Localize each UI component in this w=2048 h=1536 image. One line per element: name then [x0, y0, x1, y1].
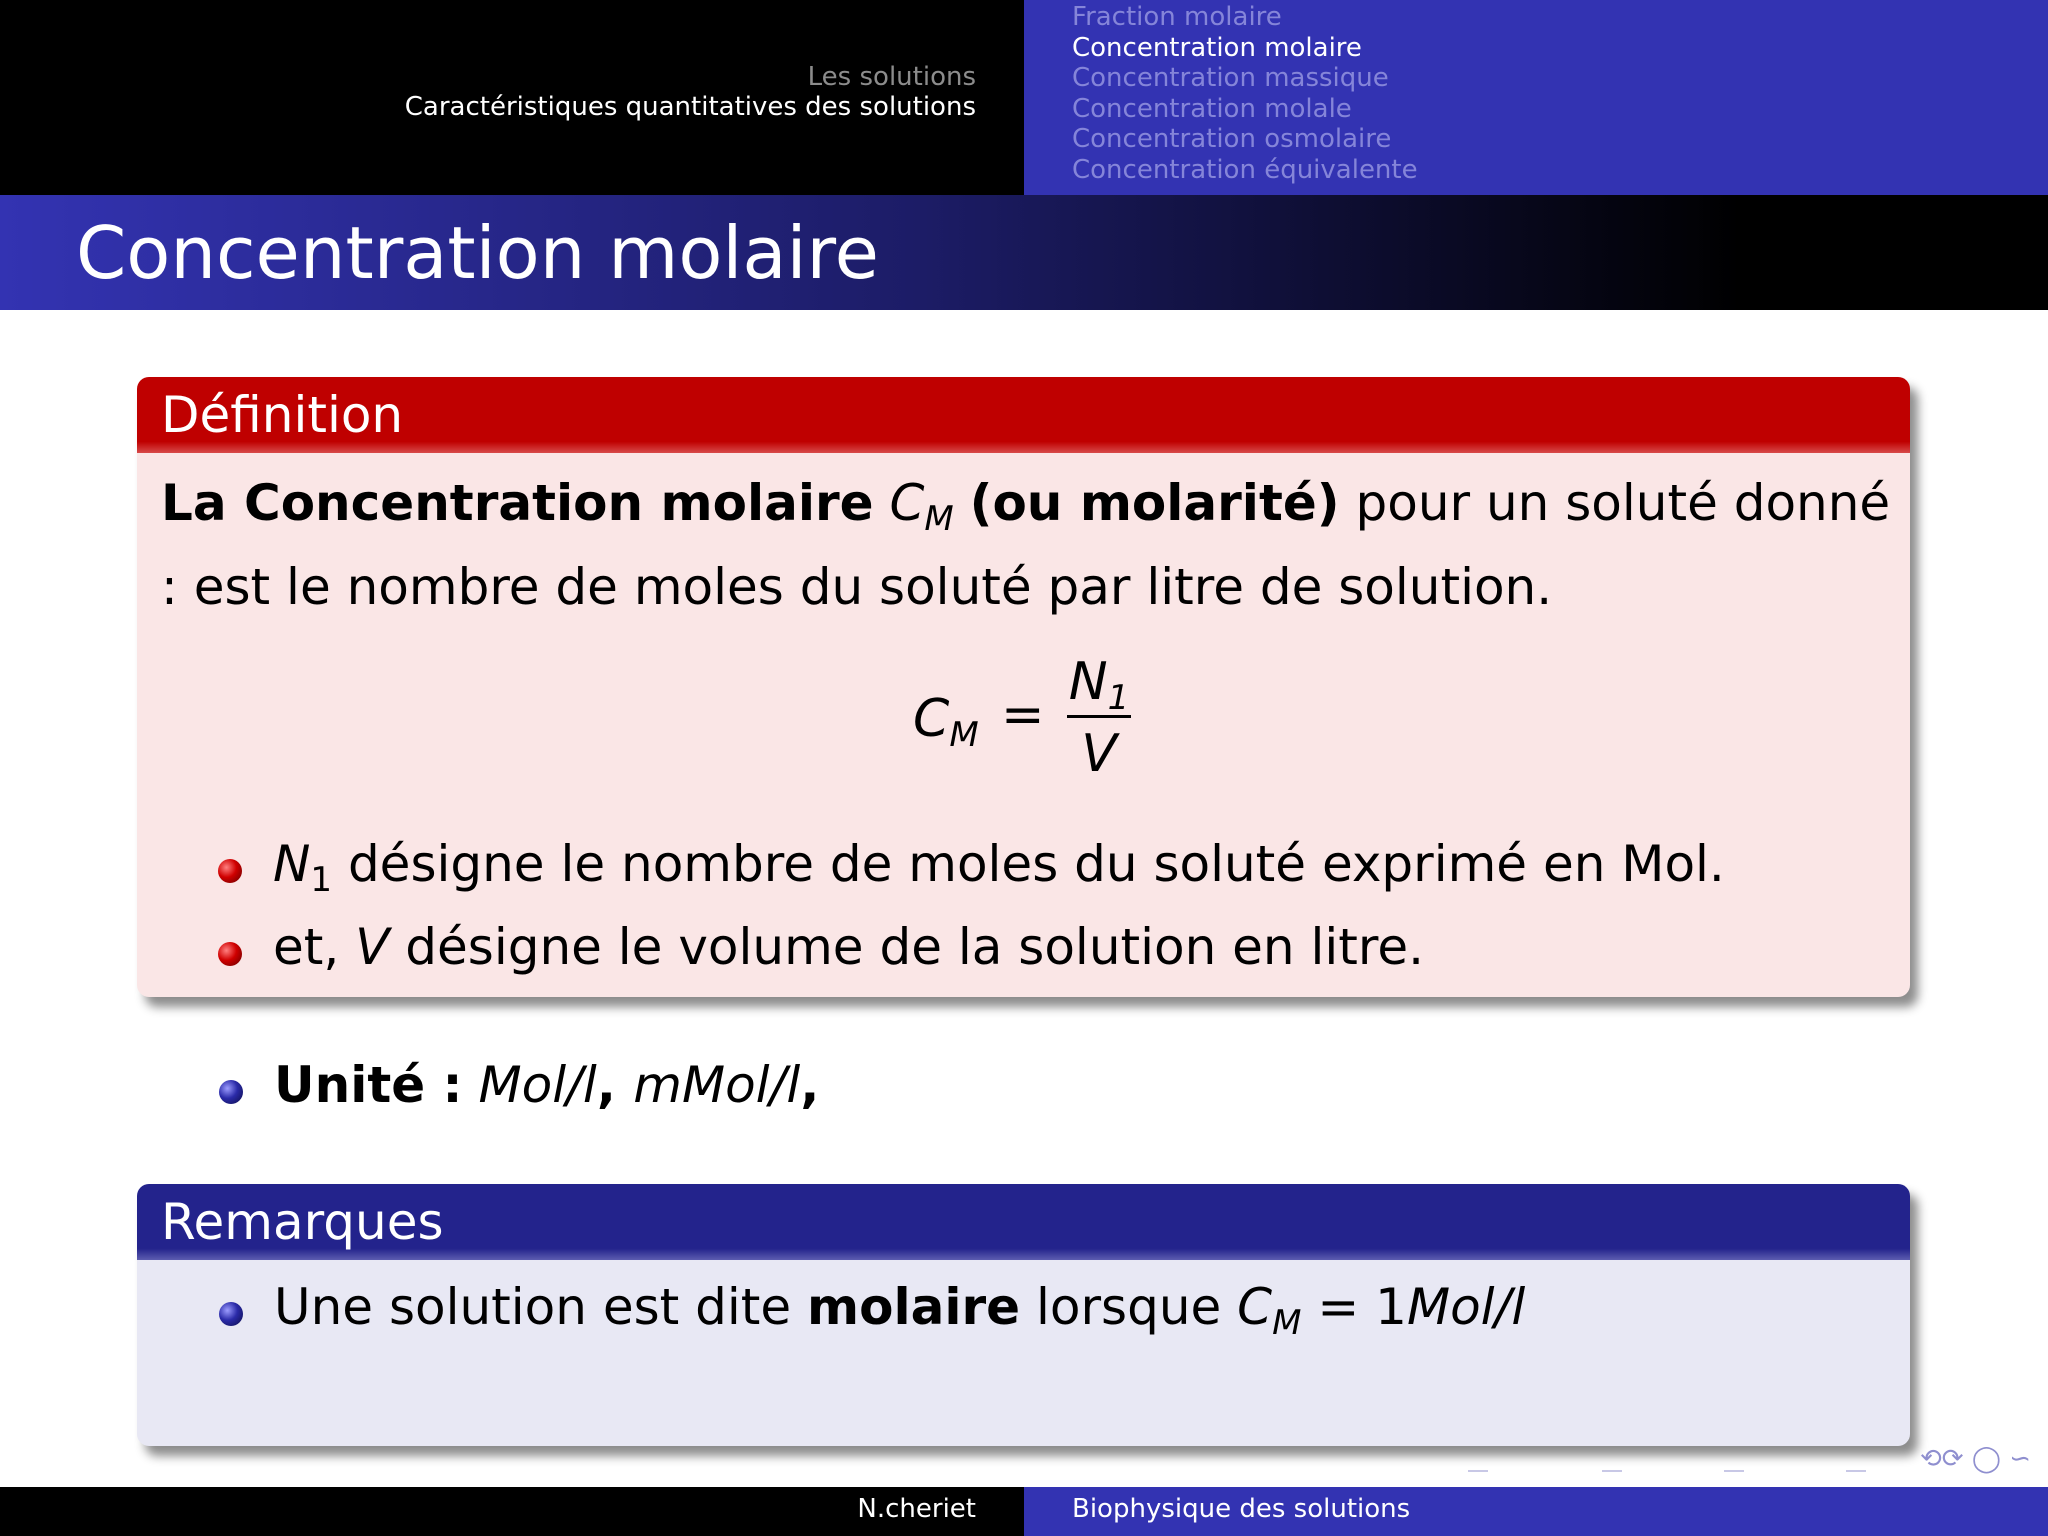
header-subsection[interactable]: Caractéristiques quantitatives des solutions: [404, 92, 976, 122]
nav-item-concentration-molale[interactable]: Concentration molale: [1072, 93, 1352, 124]
nav-item-concentration-massique[interactable]: Concentration massique: [1072, 63, 1389, 94]
bullet-icon: [218, 942, 242, 966]
remarks-block: [137, 1184, 1910, 1446]
definition-text: [161, 469, 1901, 621]
footer-course: Biophysique des solutions: [1072, 1494, 1411, 1524]
header-left-panel: [0, 0, 1024, 195]
definition-bullet-1: $N_1$ désigne le nombre de moles du soluté exprimé en Mol.: [273, 835, 1725, 900]
navigation-icons[interactable]: ⟲⟳ ◯ ∽: [1920, 1444, 2031, 1474]
remarks-heading: Remarques: [137, 1184, 1910, 1260]
definition-bold-prefix: La Concentration molaire: [161, 474, 874, 532]
nav-item-concentration-osmolaire[interactable]: Concentration osmolaire: [1072, 124, 1392, 155]
nav-item-concentration-molaire[interactable]: Concentration molaire: [1072, 32, 1362, 63]
unit-value-1: Mol/l: [478, 1056, 597, 1114]
definition-heading: Définition: [137, 377, 1910, 453]
footer-author: N.cheriet: [857, 1494, 976, 1524]
footer-author-panel: [0, 1487, 1024, 1536]
definition-bullet-2: et, V désigne le volume de la solution en litre.: [273, 918, 1425, 976]
unit-line: Unité : Mol/l, mMol/l,: [274, 1056, 820, 1114]
header-section[interactable]: Les solutions: [807, 62, 976, 92]
nav-dash[interactable]: [1724, 1470, 1744, 1472]
nav-item-fraction-molaire[interactable]: Fraction molaire: [1072, 2, 1282, 32]
formula-denominator: V: [1081, 724, 1117, 784]
definition-text-rest: pour un soluté donné : est le nombre de moles du soluté par litre de solution.: [161, 474, 1891, 616]
formula-numerator: N1: [1068, 652, 1130, 718]
formula-lhs: CM: [913, 689, 979, 755]
section-nav-list: [1072, 2, 1418, 186]
nav-item-concentration-equivalente[interactable]: Concentration équivalente: [1072, 154, 1418, 185]
formula-equals: =: [1001, 685, 1045, 745]
bullet-icon: [218, 859, 242, 883]
nav-dash[interactable]: [1602, 1470, 1622, 1472]
definition-block: [137, 377, 1910, 997]
remarks-bullet: Une solution est dite molaire lorsque $C_M = 1Mol/l$: [274, 1278, 1526, 1343]
formula-fraction: [1067, 649, 1131, 786]
nav-dash[interactable]: [1468, 1470, 1488, 1472]
definition-symbol: $C_M$: [889, 474, 954, 539]
bullet-icon: [219, 1302, 243, 1326]
molarity-formula: [137, 649, 1910, 789]
definition-bold-paren: (ou molarité): [969, 474, 1340, 532]
unit-label: Unité :: [274, 1056, 463, 1114]
unit-value-2: mMol/l: [633, 1056, 801, 1114]
footer-title-panel: [1024, 1487, 2048, 1536]
header-nav-panel: [1024, 0, 2048, 195]
slide-title-bar: [0, 195, 2048, 310]
slide-title: Concentration molaire: [76, 211, 879, 295]
nav-dash[interactable]: [1846, 1470, 1866, 1472]
bullet-icon: [219, 1080, 243, 1104]
